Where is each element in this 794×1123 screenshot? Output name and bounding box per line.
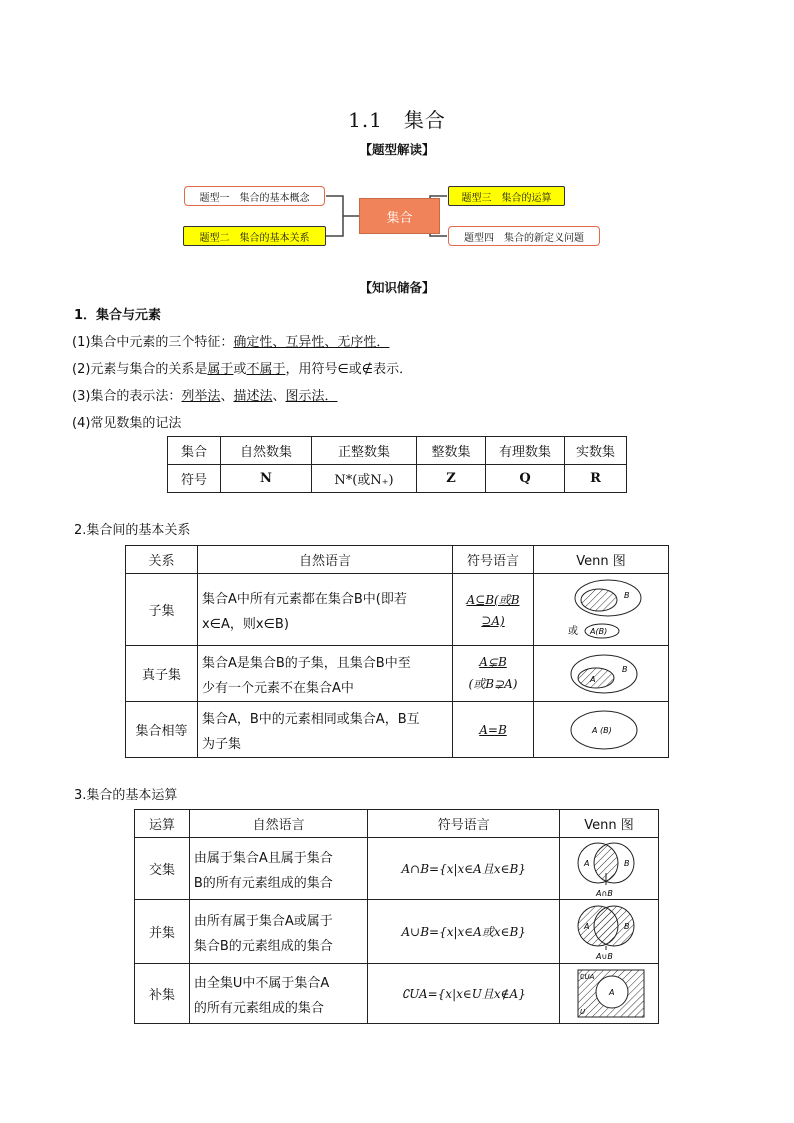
table-header: 符号语言 [368, 810, 560, 838]
venn-subset [534, 574, 669, 646]
relation-natural: 集合A，B中的元素相同或集合A，B互 为子集 [198, 702, 453, 758]
venn-union [560, 900, 659, 964]
operation-symbol: ∁UA={x|x∈U且x∉A} [368, 964, 560, 1024]
operation-symbol: A∩B={x|x∈A且x∈B} [368, 838, 560, 900]
table-cell: Z [417, 465, 486, 493]
line-relation: (2)元素与集合的关系是属于或不属于，用符号∈或∉表示． [72, 362, 413, 377]
relation-name: 真子集 [126, 646, 198, 702]
venn-label-b: B [624, 590, 630, 600]
table-cell: Q [486, 465, 565, 493]
page-title: 1.1 集合 [348, 108, 446, 132]
mindmap-type1: 题型一 集合的基本概念 [184, 186, 325, 206]
operation-symbol: A∪B={x|x∈A或x∈B} [368, 900, 560, 964]
venn-label-b: B [622, 664, 628, 674]
venn-caption: A∩B [596, 888, 613, 898]
table-header: 正整数集 [312, 437, 417, 465]
venn-label-a: A [584, 858, 590, 868]
table-header: 自然数集 [221, 437, 312, 465]
venn-label-ab: A(B) [590, 626, 608, 636]
operation-name: 补集 [135, 964, 190, 1024]
relation-name: 子集 [126, 574, 198, 646]
table-cell: R [565, 465, 627, 493]
section-heading-knowledge: 【知识储备】 [359, 280, 435, 295]
venn-intersection [560, 838, 659, 900]
table-header: 符号语言 [453, 546, 534, 574]
table-cell: N*(或N₊) [312, 465, 417, 493]
mindmap-type2: 题型二 集合的基本关系 [183, 226, 326, 246]
table-header: 集合 [168, 437, 221, 465]
table-header: Venn 图 [534, 546, 669, 574]
table-header: 有理数集 [486, 437, 565, 465]
table-header: 整数集 [417, 437, 486, 465]
table-header: 自然语言 [198, 546, 453, 574]
venn-label-b: B [624, 858, 630, 868]
relation-natural: 集合A是集合B的子集，且集合B中至 少有一个元素不在集合A中 [198, 646, 453, 702]
venn-label-a: A [609, 987, 615, 997]
venn-label-a: A [590, 674, 596, 684]
operation-natural: 由所有属于集合A或属于 集合B的元素组成的集合 [189, 900, 368, 964]
heading-set-elements: 1．集合与元素 [74, 308, 162, 323]
venn-proper-subset [534, 646, 669, 702]
mindmap-connectors [0, 0, 794, 300]
venn-or: 或 [568, 625, 578, 637]
table-header: 关系 [126, 546, 198, 574]
number-sets-table [167, 436, 627, 493]
venn-caption: A∪B [596, 951, 613, 961]
section-heading-types: 【题型解读】 [359, 142, 435, 157]
relation-name: 集合相等 [126, 702, 198, 758]
operation-natural: 由全集U中不属于集合A 的所有元素组成的集合 [189, 964, 368, 1024]
table-cell: N [221, 465, 312, 493]
venn-label-u: U [580, 1007, 586, 1016]
mindmap-type4: 题型四 集合的新定义问题 [448, 226, 600, 246]
line-representation: (3)集合的表示法：列举法、描述法、图示法． [72, 389, 338, 404]
table-cell: 符号 [168, 465, 221, 493]
venn-label-cua: ∁UA [580, 972, 595, 981]
venn-equal [534, 702, 669, 758]
relations-table [125, 545, 669, 758]
operation-name: 交集 [135, 838, 190, 900]
operation-natural: 由属于集合A且属于集合 B的所有元素组成的集合 [189, 838, 368, 900]
relation-symbol: A⊆B(或B ⊇A) [453, 574, 534, 646]
relation-natural: 集合A中所有元素都在集合B中(即若 x∈A，则x∈B) [198, 574, 453, 646]
operation-name: 并集 [135, 900, 190, 964]
line-features: (1)集合中元素的三个特征：确定性、互异性、无序性． [72, 335, 390, 350]
operations-table [134, 809, 659, 1024]
table-header: 运算 [135, 810, 190, 838]
table-header: 自然语言 [189, 810, 368, 838]
venn-label-ab: A (B) [592, 725, 612, 735]
mindmap-center: 集合 [359, 198, 440, 234]
relation-symbol: A=B [453, 702, 534, 758]
line-number-sets: (4)常见数集的记法 [72, 416, 182, 431]
heading-relations: 2.集合间的基本关系 [74, 523, 191, 538]
mindmap-type3: 题型三 集合的运算 [448, 186, 565, 206]
table-header: 实数集 [565, 437, 627, 465]
venn-label-a: A [584, 921, 590, 931]
relation-symbol: A⊊B (或B⊋A) [453, 646, 534, 702]
heading-operations: 3.集合的基本运算 [74, 788, 178, 803]
table-header: Venn 图 [560, 810, 659, 838]
venn-complement [560, 964, 659, 1024]
venn-label-b: B [624, 921, 630, 931]
